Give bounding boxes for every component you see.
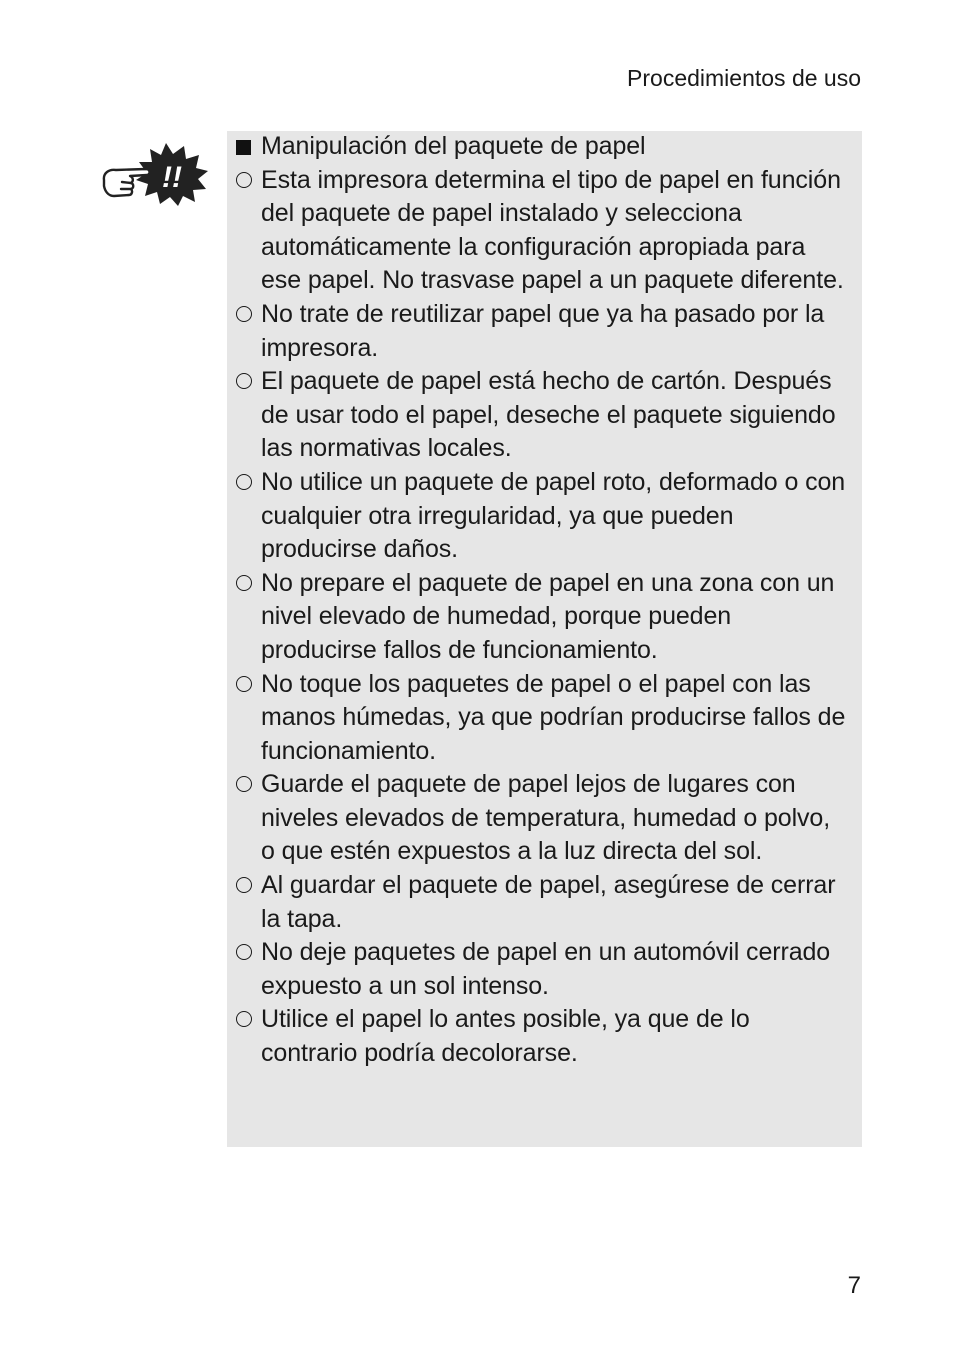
notice-item <box>235 668 850 769</box>
circle-bullet-icon <box>236 306 252 322</box>
caution-hand-exclamation-icon <box>100 140 210 206</box>
paper-handling-notice <box>227 131 862 1147</box>
notice-heading <box>235 130 850 164</box>
circle-bullet-icon <box>236 776 252 792</box>
circle-bullet-icon <box>236 877 252 893</box>
notice-item <box>235 298 850 365</box>
notice-item <box>235 567 850 668</box>
pointing-hand-icon <box>104 169 150 196</box>
notice-item <box>235 768 850 869</box>
circle-bullet-icon <box>236 172 252 188</box>
notice-item-text: No prepare el paquete de papel en una zona con un nivel elevado de humedad, porque pueden producirse fallos de funcionamiento. <box>261 568 835 664</box>
notice-heading-text: Manipulación del paquete de papel <box>261 132 646 160</box>
notice-item <box>235 869 850 936</box>
notice-item-text: Esta impresora determina el tipo de papel en función del paquete de papel instalado y selecciona automáticamente la configuración apropiada para ese papel. No trasvase papel a un paquete diferente. <box>261 165 844 295</box>
notice-item-text: No trate de reutilizar papel que ya ha pasado por la impresora. <box>261 299 825 362</box>
notice-item-text: Al guardar el paquete de papel, asegúrese de cerrar la tapa. <box>261 871 836 933</box>
notice-item <box>235 466 850 567</box>
exclamation-symbol: !! <box>162 161 182 194</box>
notice-item <box>235 164 850 298</box>
circle-bullet-icon <box>236 474 252 490</box>
running-header: Procedimientos de uso <box>627 65 861 91</box>
notice-item-text: No deje paquetes de papel en un automóvil cerrado expuesto a un sol intenso. <box>261 938 831 1000</box>
circle-bullet-icon <box>236 676 252 692</box>
notice-list <box>235 164 850 1071</box>
circle-bullet-icon <box>236 575 252 591</box>
notice-item <box>235 1003 850 1070</box>
page-number: 7 <box>847 1272 861 1299</box>
square-bullet-icon <box>236 140 251 155</box>
circle-bullet-icon <box>236 944 252 960</box>
notice-item-text: El paquete de papel está hecho de cartón. Después de usar todo el papel, deseche el paquete siguiendo las normativas locales. <box>261 367 836 463</box>
notice-item <box>235 365 850 466</box>
notice-item-text: No toque los paquetes de papel o el papel con las manos húmedas, ya que podrían producirse fallos de funcionamiento. <box>261 669 846 765</box>
circle-bullet-icon <box>236 373 252 389</box>
notice-item-text: Utilice el papel lo antes posible, ya que de lo contrario podría decolorarse. <box>261 1005 750 1068</box>
notice-item-text: No utilice un paquete de papel roto, deformado o con cualquier otra irregularidad, ya que pueden producirse daños. <box>261 467 846 564</box>
notice-item-text: Guarde el paquete de papel lejos de lugares con niveles elevados de temperatura, humedad o polvo, o que estén expuestos a la luz directa del sol. <box>261 770 831 866</box>
notice-item <box>235 936 850 1003</box>
circle-bullet-icon <box>236 1011 252 1027</box>
